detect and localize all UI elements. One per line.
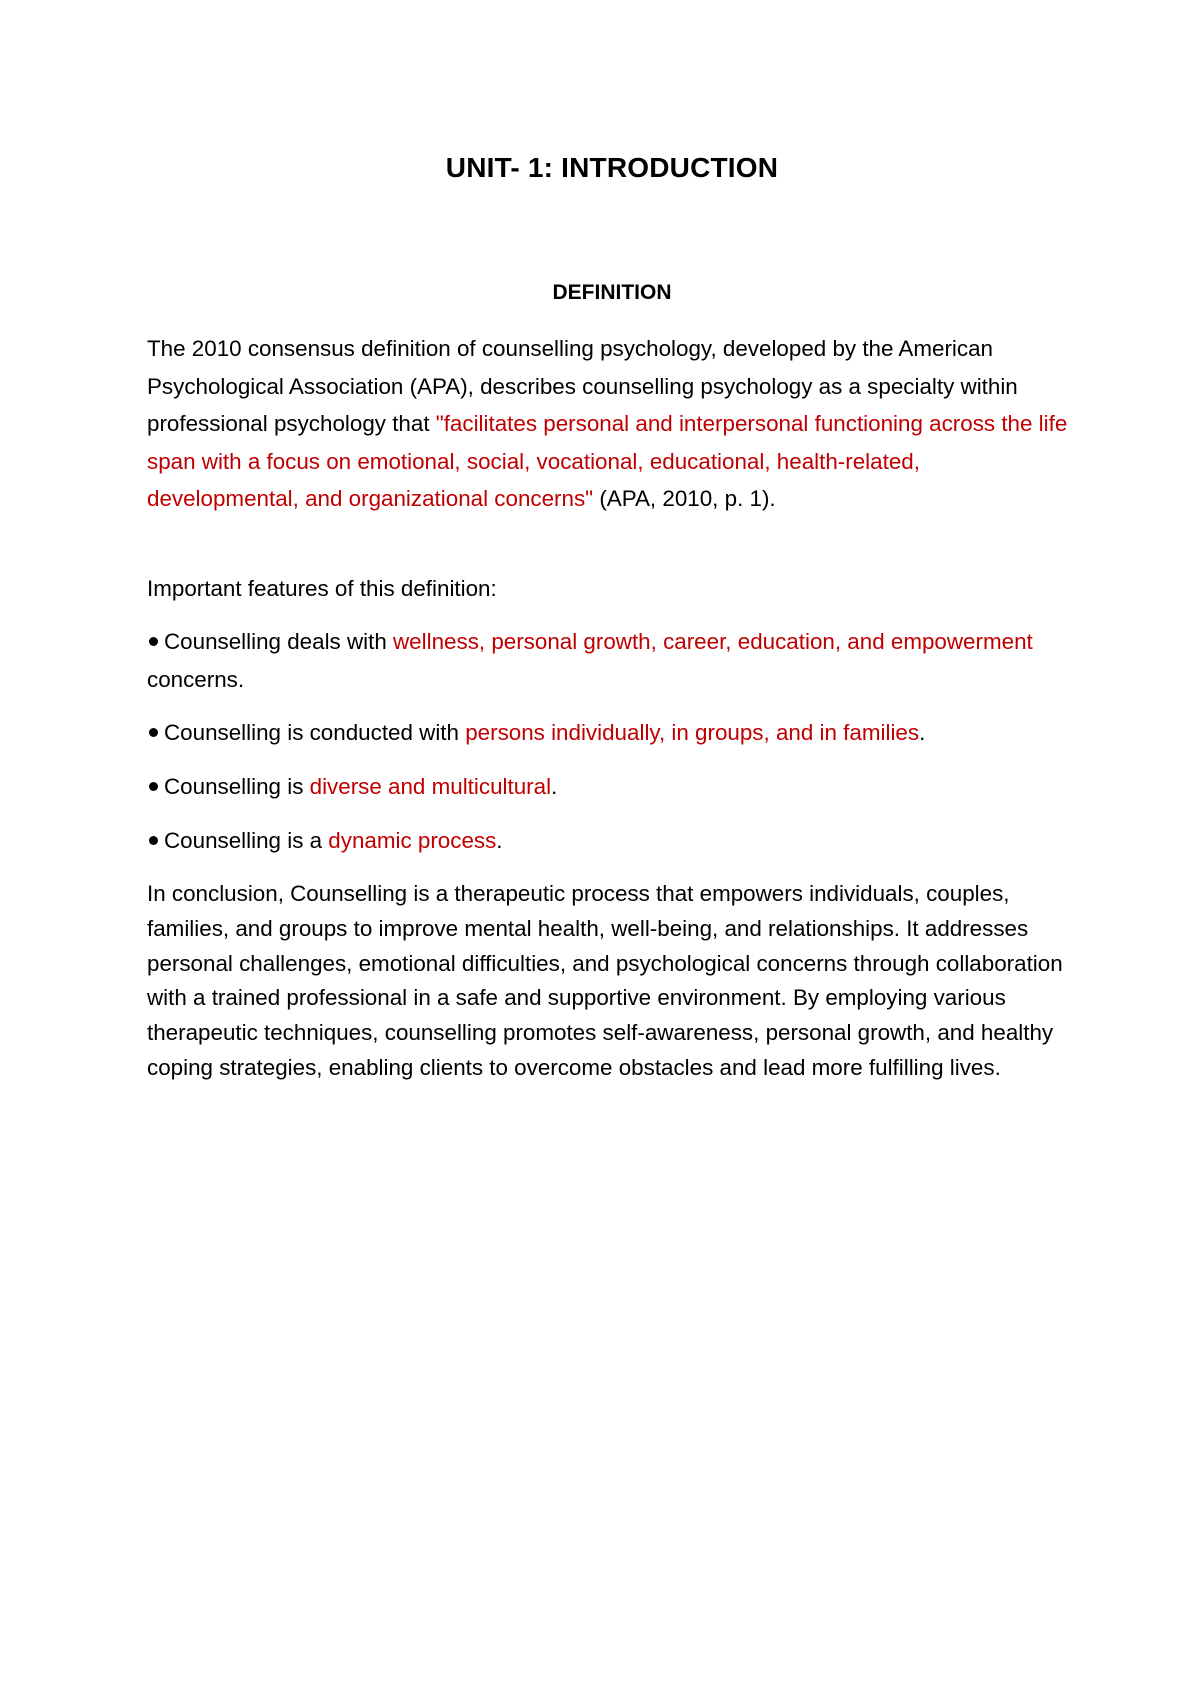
features-intro: Important features of this definition: [147, 576, 497, 601]
definition-intro: The 2010 consensus definition of counselling psychology, developed by the American Psychological Association (APA), describes counselling psychology as a specialty within professional psychology that [147, 336, 1018, 436]
definition-citation: (APA, 2010, p. 1). [593, 486, 776, 511]
bullet-prefix: Counselling is a [164, 828, 329, 853]
bullet-item [147, 822, 1077, 860]
page-title: UNIT- 1: INTRODUCTION [445, 152, 779, 183]
bullet-suffix: concerns. [147, 666, 245, 692]
bullet-suffix: . [496, 828, 503, 853]
bullet-prefix: Counselling deals with [164, 629, 394, 654]
bullet-icon [149, 836, 158, 845]
bullet-item [147, 714, 1077, 752]
definition-paragraph [147, 330, 1077, 518]
bullet-highlight: dynamic process [328, 828, 497, 853]
definition-quote: "facilitates personal and interpersonal functioning across the life span with a focus on emotional, social, vocational, educational, health-related, developmental, and organizational concerns" [147, 411, 1068, 511]
section-heading: DEFINITION [552, 281, 672, 304]
conclusion-paragraph: In conclusion, Counselling is a therapeutic process that empowers individuals, couples, families, and groups to improve mental health, well-being, and relationships. It addresses personal challenges, emotional difficulties, and psychological concerns through collaboration with a trained professional in a safe and supportive environment. By employing various therapeutic techniques, counselling promotes self-awareness, personal growth, and healthy coping strategies, enabling clients to overcome obstacles and lead more fulfilling lives. [147, 881, 1063, 1080]
bullet-prefix: Counselling is [164, 774, 310, 799]
bullet-suffix: . [919, 720, 926, 745]
bullet-icon [149, 637, 158, 646]
bullet-icon [149, 782, 158, 791]
bullet-suffix: . [551, 774, 558, 799]
bullet-item [147, 768, 1077, 806]
bullet-prefix: Counselling is conducted with [164, 720, 466, 745]
bullet-highlight: diverse and multicultural [309, 774, 552, 799]
bullet-item [147, 623, 1077, 698]
bullet-highlight: persons individually, in groups, and in families [465, 720, 920, 745]
bullet-icon [149, 728, 158, 737]
bullet-highlight: wellness, personal growth, career, education, and empowerment [393, 629, 1033, 654]
